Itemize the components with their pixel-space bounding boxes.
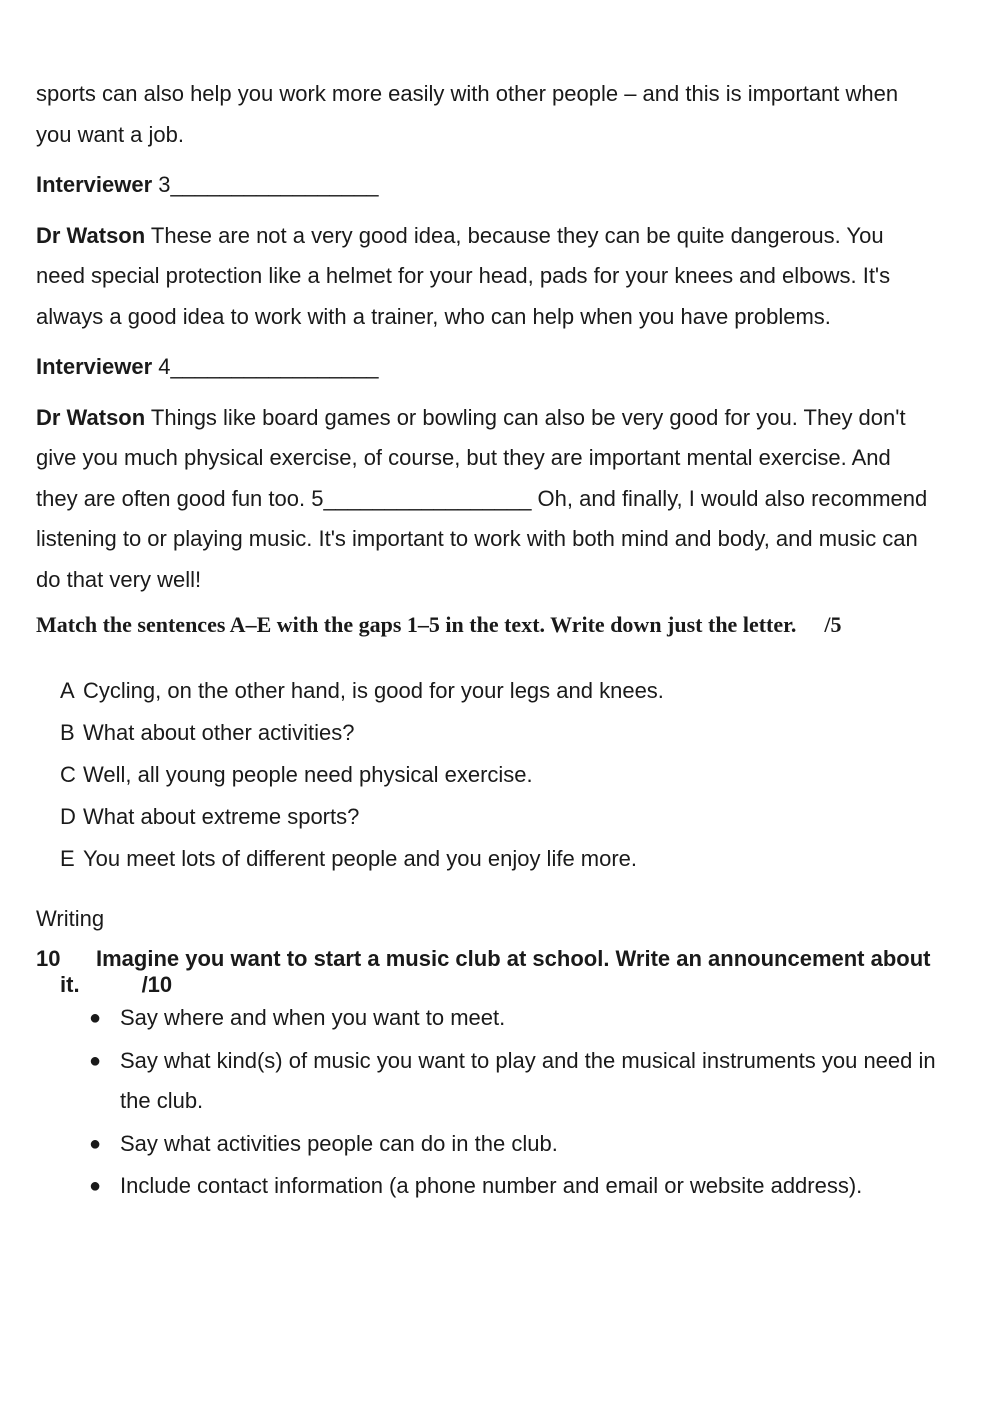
worksheet-page: [36, 74, 936, 1209]
option-letter: B: [60, 720, 75, 745]
task-instruction-text: Match the sentences A–E with the gaps 1–5 in the text. Write down just the letter.: [36, 612, 797, 637]
question-10: [36, 946, 936, 998]
option-text: You meet lots of different people and you enjoy life more.: [83, 846, 638, 871]
task-instruction: [36, 610, 936, 640]
paragraph-text: sports can also help you work more easily with other people – and this is important when you want a job.: [36, 81, 899, 147]
dialogue-paragraph-1: [36, 74, 936, 155]
dialogue-paragraph-2: [36, 165, 936, 206]
speaker-dr-watson: Dr Watson: [36, 404, 146, 430]
option-text: What about other activities?: [83, 720, 355, 745]
gap-4: 4_________________: [152, 354, 379, 379]
dialogue-paragraph-5: [36, 398, 936, 601]
writing-bullet-list: [36, 998, 936, 1207]
dialogue-paragraph-3: [36, 216, 936, 338]
question-score: /10: [141, 972, 173, 997]
option-d: [60, 796, 936, 838]
paragraph-text: Things like board games or bowling can also be very good for you. They don't give you much physical exercise, of course, but they are important mental exercise. And they are often good fun too. 5_________________ Oh, and finally, I would also recommend listening to or playing music. It's important to work with both mind and body, and music can do that very well!: [36, 404, 928, 592]
task-score: /5: [824, 612, 842, 637]
bullet-text: Say where and when you want to meet.: [120, 1005, 506, 1030]
option-text: What about extreme sports?: [83, 804, 360, 829]
option-c: [60, 754, 936, 796]
bullet-item: [89, 998, 936, 1039]
option-text: Well, all young people need physical exercise.: [83, 762, 533, 787]
question-number: 10: [36, 946, 61, 971]
bullet-icon: ●: [89, 1132, 102, 1155]
speaker-interviewer: Interviewer: [36, 354, 153, 379]
bullet-icon: ●: [89, 1175, 102, 1197]
option-e: [60, 838, 936, 880]
option-letter: A: [60, 678, 75, 703]
paragraph-text: These are not a very good idea, because they can be quite dangerous. You need special protection like a helmet for your head, pads for your knees and elbows. It's always a good idea to work with a trainer, who can help when you have problems.: [36, 222, 891, 329]
bullet-text: Say what activities people can do in the club.: [120, 1130, 558, 1156]
bullet-text: Say what kind(s) of music you want to play and the musical instruments you need in the club.: [120, 1047, 936, 1113]
question-text: Imagine you want to start a music club at school. Write an announcement about it.: [60, 946, 931, 997]
section-title-writing: Writing: [36, 906, 105, 931]
bullet-icon: ●: [89, 1049, 102, 1072]
option-b: [60, 712, 936, 754]
answer-options-list: [36, 670, 936, 880]
option-a: [60, 670, 936, 712]
bullet-text: Include contact information (a phone number and email or website address).: [120, 1173, 863, 1198]
option-letter: E: [60, 846, 75, 871]
speaker-dr-watson: Dr Watson: [36, 222, 146, 248]
bullet-item: [89, 1124, 936, 1165]
option-text: Cycling, on the other hand, is good for your legs and knees.: [83, 678, 664, 703]
option-letter: C: [60, 762, 76, 787]
gap-3: 3_________________: [152, 172, 379, 197]
bullet-item: [89, 1041, 936, 1122]
bullet-item: [89, 1166, 936, 1207]
option-letter: D: [60, 804, 76, 829]
speaker-interviewer: Interviewer: [36, 172, 153, 197]
bullet-icon: ●: [89, 1007, 102, 1029]
dialogue-paragraph-4: [36, 347, 936, 388]
